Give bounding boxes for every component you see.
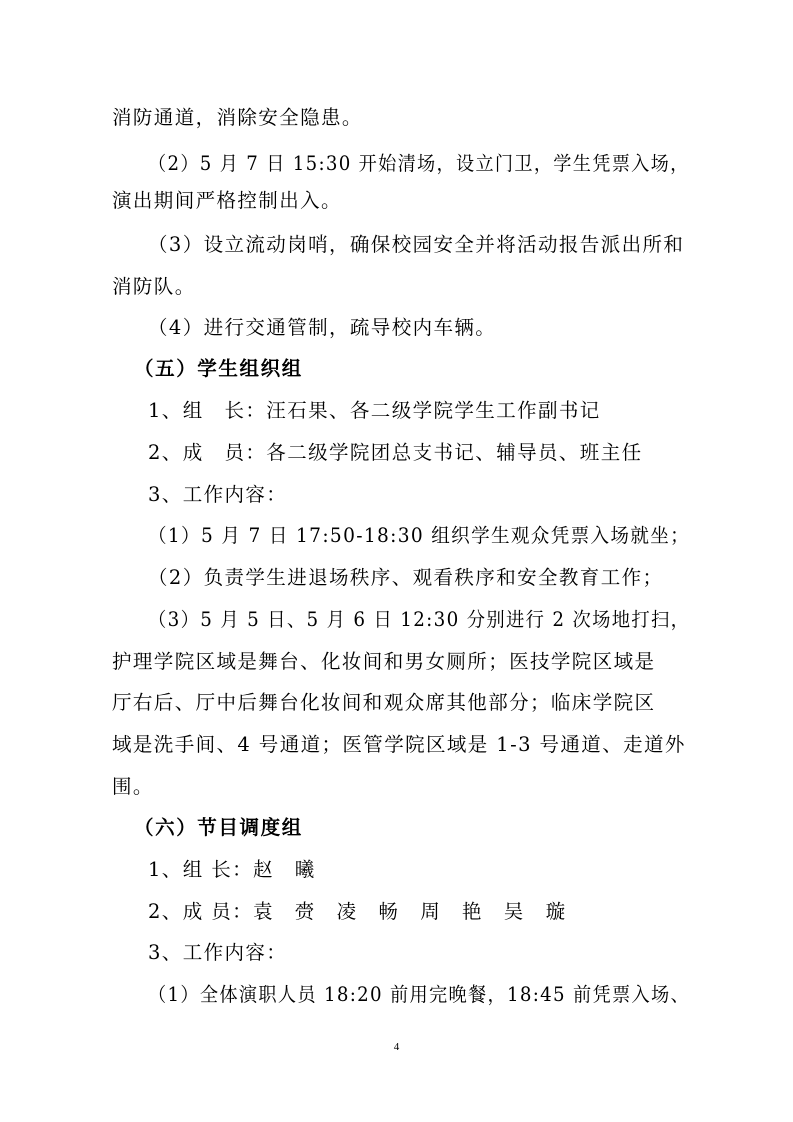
paragraph-line: （2）5 月 7 日 15:30 开始清场，设立门卫，学生凭票入场， [148,152,690,175]
paragraph-line: 3、工作内容： [148,483,288,506]
paragraph-line: 厅右后、厅中后舞台化妆间和观众席其他部分；临床学院区 [112,691,656,714]
paragraph-line: （1）5 月 7 日 17:50-18:30 组织学生观众凭票入场就坐； [148,524,691,547]
paragraph-line: 1、组 长：汪石果、各二级学院学生工作副书记 [148,399,601,422]
paragraph-line: 演出期间严格控制出入。 [112,189,342,212]
paragraph-line: 3、工作内容： [148,941,288,964]
paragraph-line: 2、成 员：袁 赍 凌 畅 周 艳 吴 璇 [148,900,567,923]
paragraph-line: （3）5 月 5 日、5 月 6 日 12:30 分别进行 2 次场地打扫， [148,608,691,631]
section-heading-program-scheduling: （六）节目调度组 [134,816,303,839]
paragraph-line: （2）负责学生进退场秩序、观看秩序和安全教育工作； [148,566,664,589]
section-heading-student-organization: （五）学生组织组 [134,357,303,380]
paragraph-line: 护理学院区域是舞台、化妆间和男女厕所；医技学院区域是 [112,650,656,673]
paragraph-line: （3）设立流动岗哨，确保校园安全并将活动报告派出所和 [148,233,685,256]
paragraph-line: （4）进行交通管制，疏导校内车辆。 [148,316,497,339]
paragraph-line: 消防队。 [112,275,196,298]
paragraph-line: 域是洗手间、4 号通道；医管学院区域是 1-3 号通道、走道外 [112,733,686,756]
paragraph-line: 消防通道，消除安全隐患。 [112,106,363,129]
paragraph-line: 1、组 长：赵 曦 [148,858,316,881]
page-number: 4 [393,1041,400,1053]
paragraph-line: （1）全体演职人员 18:20 前用完晚餐，18:45 前凭票入场、 [148,983,691,1006]
paragraph-line: 围。 [112,775,154,798]
paragraph-line: 2、成 员：各二级学院团总支书记、辅导员、班主任 [148,441,643,464]
